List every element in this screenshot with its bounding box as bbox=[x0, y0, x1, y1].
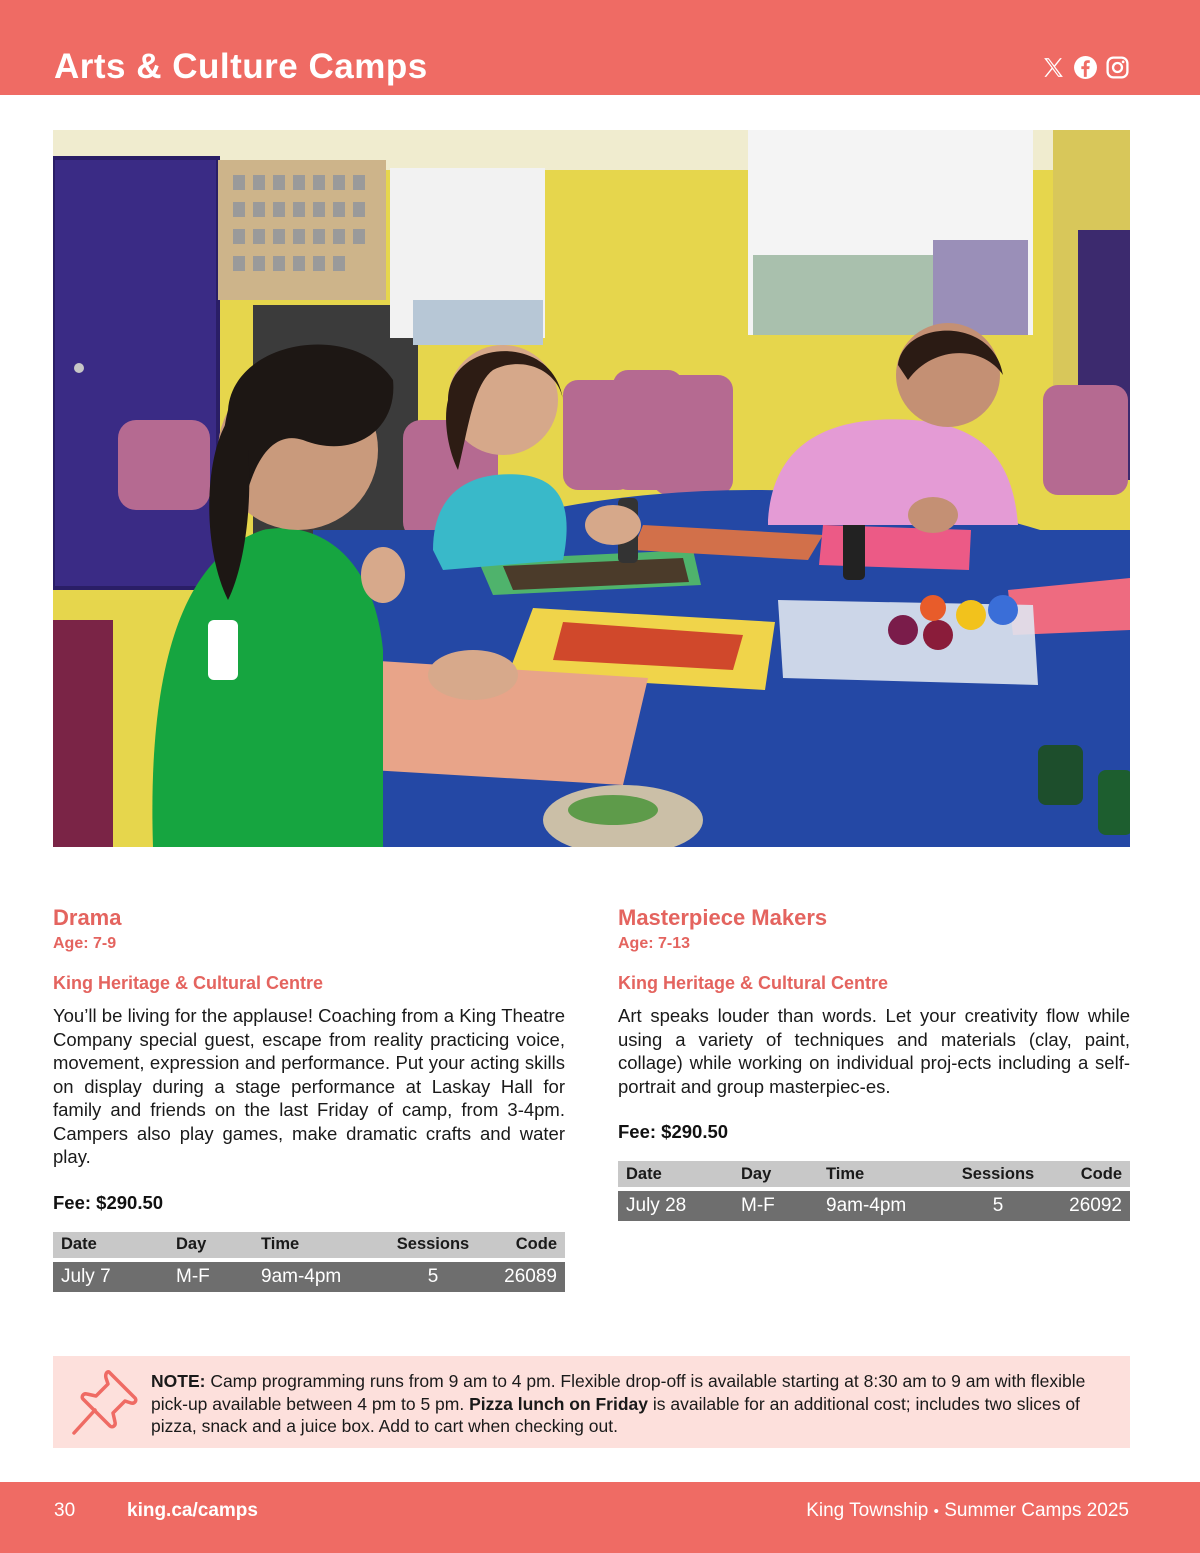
header-sessions: Sessions bbox=[383, 1232, 483, 1258]
social-links bbox=[1041, 55, 1130, 80]
cell-day: M-F bbox=[733, 1191, 818, 1221]
footer-org: King Township bbox=[806, 1500, 929, 1521]
pushpin-icon bbox=[65, 1362, 145, 1442]
footer-publication: Summer Camps 2025 bbox=[944, 1500, 1129, 1521]
note-box bbox=[53, 1356, 1130, 1448]
facebook-icon[interactable] bbox=[1073, 55, 1098, 80]
camp-title: Masterpiece Makers bbox=[618, 905, 828, 930]
note-text-part1: Camp programming runs from 9 am to 4 pm. Flexible drop-off is available starting at 8:30 am to 9 am with flexible pick-up available between 4 pm to 5 pm. bbox=[151, 1371, 1086, 1414]
page-title: Arts & Culture Camps bbox=[54, 47, 428, 86]
header-code: Code bbox=[1048, 1161, 1130, 1187]
camp-age: Age: 7-13 bbox=[618, 935, 691, 952]
camp-age: Age: 7-9 bbox=[53, 935, 117, 952]
cell-sessions: 5 bbox=[948, 1191, 1048, 1221]
header-day: Day bbox=[168, 1232, 253, 1258]
header-time: Time bbox=[818, 1161, 948, 1187]
cell-time: 9am-4pm bbox=[818, 1191, 948, 1221]
camp-location: King Heritage & Cultural Centre bbox=[53, 973, 324, 993]
note-label: NOTE: bbox=[151, 1371, 206, 1391]
cell-time: 9am-4pm bbox=[253, 1262, 383, 1292]
page-footer bbox=[0, 1482, 1200, 1553]
camp-description: Art speaks louder than words. Let your creativity flow while using a variety of techniques and materials (clay, paint, collage) while working on individual proj-ects including a self-portrait and group masterpiec-es. bbox=[618, 1005, 1130, 1097]
header-code: Code bbox=[483, 1232, 565, 1258]
table-header-row bbox=[618, 1161, 1130, 1187]
website-link[interactable]: king.ca/camps bbox=[127, 1500, 258, 1521]
header-day: Day bbox=[733, 1161, 818, 1187]
camp-fee: Fee: $290.50 bbox=[618, 1121, 729, 1142]
cell-day: M-F bbox=[168, 1262, 253, 1292]
cell-code: 26092 bbox=[1048, 1191, 1130, 1221]
page-number: 30 bbox=[54, 1500, 76, 1521]
camp-description: You’ll be living for the applause! Coaching from a King Theatre Company special guest, escape from reality practicing voice, movement, expression and performance. Put your acting skills on display during a stage performance at Laskay Hall for family and friends on the last Friday of camp, from 3-4pm. Campers also play games, make dramatic crafts and water play. bbox=[53, 1005, 565, 1167]
cell-date: July 7 bbox=[53, 1262, 168, 1292]
page-header bbox=[0, 0, 1200, 95]
header-time: Time bbox=[253, 1232, 383, 1258]
publication-info bbox=[806, 1500, 1129, 1522]
cell-date: July 28 bbox=[618, 1191, 733, 1221]
camp-drama bbox=[53, 905, 565, 1292]
note-text-part2: is available for an additional cost; includes two slices of pizza, snack and a juice box. Add to cart when checking out. bbox=[151, 1393, 1080, 1436]
note-text bbox=[151, 1370, 1111, 1438]
photo-children-painting bbox=[53, 130, 1130, 847]
camp-title: Drama bbox=[53, 905, 122, 930]
x-icon[interactable] bbox=[1041, 55, 1066, 80]
header-sessions: Sessions bbox=[948, 1161, 1048, 1187]
instagram-icon[interactable] bbox=[1105, 55, 1130, 80]
schedule-table bbox=[53, 1232, 565, 1292]
footer-separator: • bbox=[933, 1503, 939, 1520]
header-date: Date bbox=[53, 1232, 168, 1258]
schedule-table bbox=[618, 1161, 1130, 1221]
camp-photo bbox=[53, 130, 1130, 847]
camp-masterpiece-makers bbox=[618, 905, 1130, 1221]
table-header-row bbox=[53, 1232, 565, 1258]
note-highlight: Pizza lunch on Friday bbox=[469, 1393, 649, 1414]
cell-sessions: 5 bbox=[383, 1262, 483, 1292]
header-date: Date bbox=[618, 1161, 733, 1187]
camp-location: King Heritage & Cultural Centre bbox=[618, 973, 889, 993]
table-row bbox=[618, 1191, 1130, 1221]
cell-code: 26089 bbox=[483, 1262, 565, 1292]
camp-fee: Fee: $290.50 bbox=[53, 1191, 164, 1213]
table-row bbox=[53, 1262, 565, 1292]
